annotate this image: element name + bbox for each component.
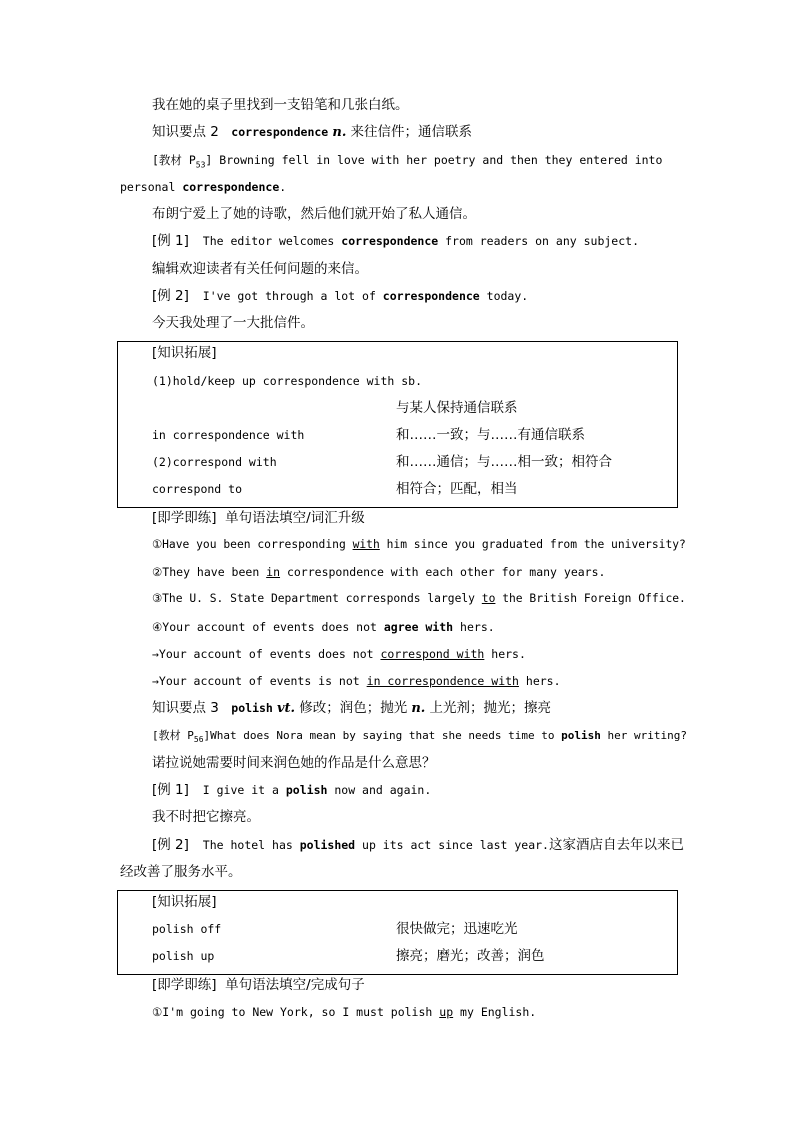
- translation-line: 我不时把它擦亮。: [152, 809, 260, 825]
- knowledge-point-2: [152, 123, 472, 142]
- exercise-line: →Your account of events is not in correspondence with hers.: [152, 674, 561, 688]
- example-line: [例 1] The editor welcomes correspondence from readers on any subject.: [152, 233, 639, 249]
- exercise-line: ①Have you been corresponding with him since you graduated from the university?: [152, 538, 686, 551]
- kp-meaning: 来往信件；通信联系: [350, 124, 472, 140]
- exercise-line: ①I'm going to New York, so I must polish up my English.: [152, 1005, 537, 1019]
- box-meaning: 擦亮；磨光；改善；润色: [396, 948, 545, 964]
- translation-line: 诺拉说她需要时间来润色她的作品是什么意思？: [152, 755, 436, 771]
- kp-pos: n.: [332, 125, 347, 140]
- answer: in: [266, 565, 281, 579]
- textbook-tag: [教材 $P_{53}$]: [152, 153, 213, 170]
- textbook-line-cont: personal correspondence.: [120, 180, 287, 194]
- box-meaning: 相符合；匹配，相当: [396, 481, 518, 497]
- practice-heading: [即学即练] 单句语法填空/词汇升级: [152, 510, 365, 526]
- example-line: [例 1] I give it a polish now and again.: [152, 782, 432, 798]
- textbook-line: [教材 $P_{53}$] Browning fell in love with her poetry and then they entered into: [152, 153, 663, 170]
- translation-line-cont: 经改善了服务水平。: [120, 864, 242, 880]
- knowledge-box: [117, 341, 678, 508]
- example-line: [例 2] The hotel has polished up its act since last year.这家酒店自去年以来已: [152, 837, 684, 853]
- textbook-line: [教材 $P_{56}]What$ does Nora mean by saying that she needs time to polish her writing?: [152, 729, 687, 745]
- box-phrase: in correspondence with: [152, 428, 305, 442]
- box-meaning: 和……通信；与……相一致；相符合: [396, 454, 612, 470]
- answer: with: [352, 538, 380, 551]
- exercise-line: ③The U. S. State Department corresponds largely to the British Foreign Office.: [152, 592, 686, 605]
- practice-heading: [即学即练] 单句语法填空/完成句子: [152, 977, 365, 993]
- exercise-line: ②They have been in correspondence with each other for many years.: [152, 565, 606, 579]
- kp-tag: 知识要点 2: [152, 124, 219, 140]
- answer: to: [481, 592, 496, 605]
- knowledge-point-3: 知识要点 3 polish vt. 修改；润色；抛光 n. 上光剂；抛光；擦亮: [152, 700, 551, 716]
- translation-line: 今天我处理了一大批信件。: [152, 315, 314, 331]
- box-phrase: (1)hold/keep up correspondence with sb.: [152, 374, 423, 388]
- box-phrase: (2)correspond with: [152, 455, 277, 469]
- box-phrase: correspond to: [152, 482, 243, 496]
- box-meaning: 很快做完；迅速吃光: [396, 921, 518, 937]
- translation-line: 编辑欢迎读者有关任何问题的来信。: [152, 261, 368, 277]
- example-line: [例 2] I've got through a lot of correspondence today.: [152, 288, 529, 304]
- answer: up: [439, 1005, 454, 1019]
- box-title: [知识拓展]: [152, 894, 217, 910]
- box-meaning: 与某人保持通信联系: [396, 400, 518, 416]
- answer: correspond with: [380, 647, 485, 661]
- translation-line: 布朗宁爱上了她的诗歌，然后他们就开始了私人通信。: [152, 206, 476, 222]
- box-phrase: polish up: [152, 949, 215, 963]
- box-phrase: polish off: [152, 922, 222, 936]
- exercise-line: ④Your account of events does not agree with hers.: [152, 620, 495, 634]
- knowledge-box: [117, 890, 678, 975]
- box-title: [知识拓展]: [152, 345, 217, 361]
- translation-line: 我在她的桌子里找到一支铅笔和几张白纸。: [152, 97, 409, 113]
- answer: in correspondence with: [366, 674, 519, 688]
- kp-word: correspondence: [231, 125, 329, 139]
- box-meaning: 和……一致；与……有通信联系: [396, 427, 585, 443]
- exercise-line: →Your account of events does not correspond with hers.: [152, 647, 526, 661]
